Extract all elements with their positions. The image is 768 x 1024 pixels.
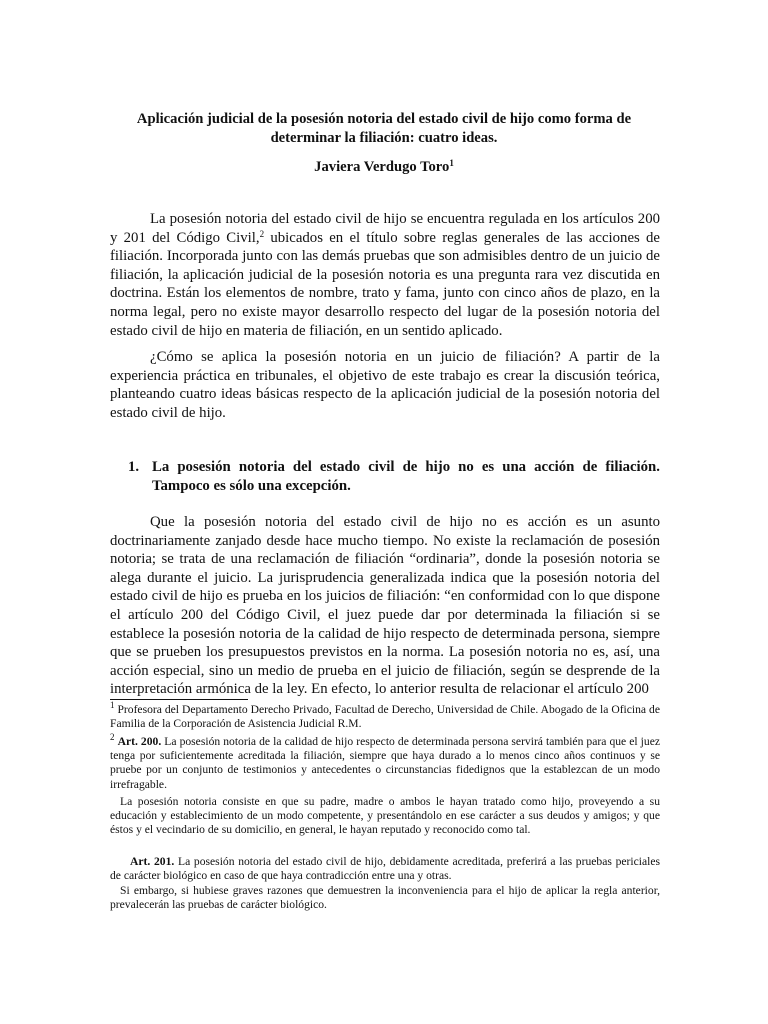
section-1-heading [130,458,660,495]
art-201-label: Art. 201. [130,855,175,868]
author-name: Javiera Verdugo Toro [314,159,450,175]
footnote-1 [110,700,660,731]
art-201-text: La posesión notoria del estado civil de hijo, debidamente acreditada, preferirá a las pruebas periciales de carácter biológico en caso de que haya contradicción entre una y otras. [110,855,660,883]
section-1-paragraph: Que la posesión notoria del estado civil de hijo no es acción es un asunto doctrinariamente zanjado desde hace mucho tiempo. No existe la reclamación de posesión notoria; se trata de una reclamación de filiación “ordinaria”, donde la posesión notoria se alega durante el juicio. La jurisprudencia generalizada indica que la posesión notoria del estado civil de hijo es prueba en los juicios de filiación: “en conformidad con lo que dispone el artículo 200 del Código Civil, el juez puede dar por determinada la filiación si se establece la posesión notoria de la calidad de hijo respecto de determinada persona, siempre que se prueben los presupuestos previstos en la norma. La posesión notoria no es, así, una acción especial, sino un medio de prueba en el juicio de filiación, según se desprende de la interpretación armónica de la ley. En efecto, lo anterior resulta de relacionar el artículo 200 [110,514,660,698]
intro-p1-rest: ubicados en el título sobre reglas generales de las acciones de filiación. Incorporada junto con las demás pruebas que son admisibles dentro de un juicio de filiación, la aplicación judicial de la posesión notoria es una pregunta rara vez discutida en doctrina. Están los elementos de nombre, trato y fama, junto con cinco años de plazo, en la norma legal, pero no existe mayor desarrollo respecto del lugar de la posesión notoria del estado civil de hijo en materia de filiación, en un sentido aplicado. [110,229,660,339]
section-1-number: 1. [128,459,140,475]
intro-paragraph-2: ¿Cómo se aplica la posesión notoria en un juicio de filiación? A partir de la experiencia práctica en tribunales, el objetivo de este trabajo es crear la discusión teórica, planteando cuatro ideas básicas respecto de la aplicación judicial de la posesión notoria del estado civil de hijo. [110,349,660,421]
footnote-1-mark: 1 [110,700,115,710]
author-footnote-mark[interactable]: 1 [449,158,454,168]
art-201-paragraph-2: Si embargo, si hubiese graves razones que demuestren la inconveniencia para el hijo de aplicar la regla anterior, prevalecerán las pruebas de carácter biológico. [110,884,660,912]
section-1-heading-text: La posesión notoria del estado civil de hijo no es una acción de filiación. Tampoco es sólo una excepción. [152,459,660,494]
art-200-label: Art. 200. [117,735,162,748]
art-201-paragraph-1 [110,855,660,883]
intro-p1-start: La posesión notoria del estado civil de hijo se encuentra regulada en los artículos 200 y 201 del Código Civil, [110,211,660,246]
document-title: Aplicación judicial de la posesión notoria del estado civil de hijo como forma de determinar la filiación: cuatro ideas. [136,111,632,146]
art-200-text: La posesión notoria de la calidad de hijo respecto de determinada persona servirá también para que el juez tenga por suficientemente acreditada la filiación, siempre que haya durado a lo menos cinco años continuos y se pruebe por un conjunto de testimonios y antecedentes o circunstancias fidedignos que la establezcan de un modo irrefragable. [110,735,660,791]
footnote-separator [110,699,248,700]
footnote-2-art200 [110,732,660,792]
footnote-2-mark[interactable]: 2 [259,228,265,239]
footnote-1-text: Profesora del Departamento Derecho Privado, Facultad de Derecho, Universidad de Chile. Abogado de la Oficina de Familia de la Corporación de Asistencia Judicial R.M. [110,703,660,731]
art-200-paragraph-2: La posesión notoria consiste en que su padre, madre o ambos le hayan tratado como hijo, proveyendo a su educación y establecimiento de un modo competente, y presentándolo en ese carácter a sus deudos y amigos; y que éstos y el vecindario de su domicilio, en general, le hayan reputado y reconocido como tal. [110,795,660,837]
author-line [100,158,668,177]
footnote-2-number: 2 [110,732,115,742]
intro-paragraph-1 [110,210,660,340]
